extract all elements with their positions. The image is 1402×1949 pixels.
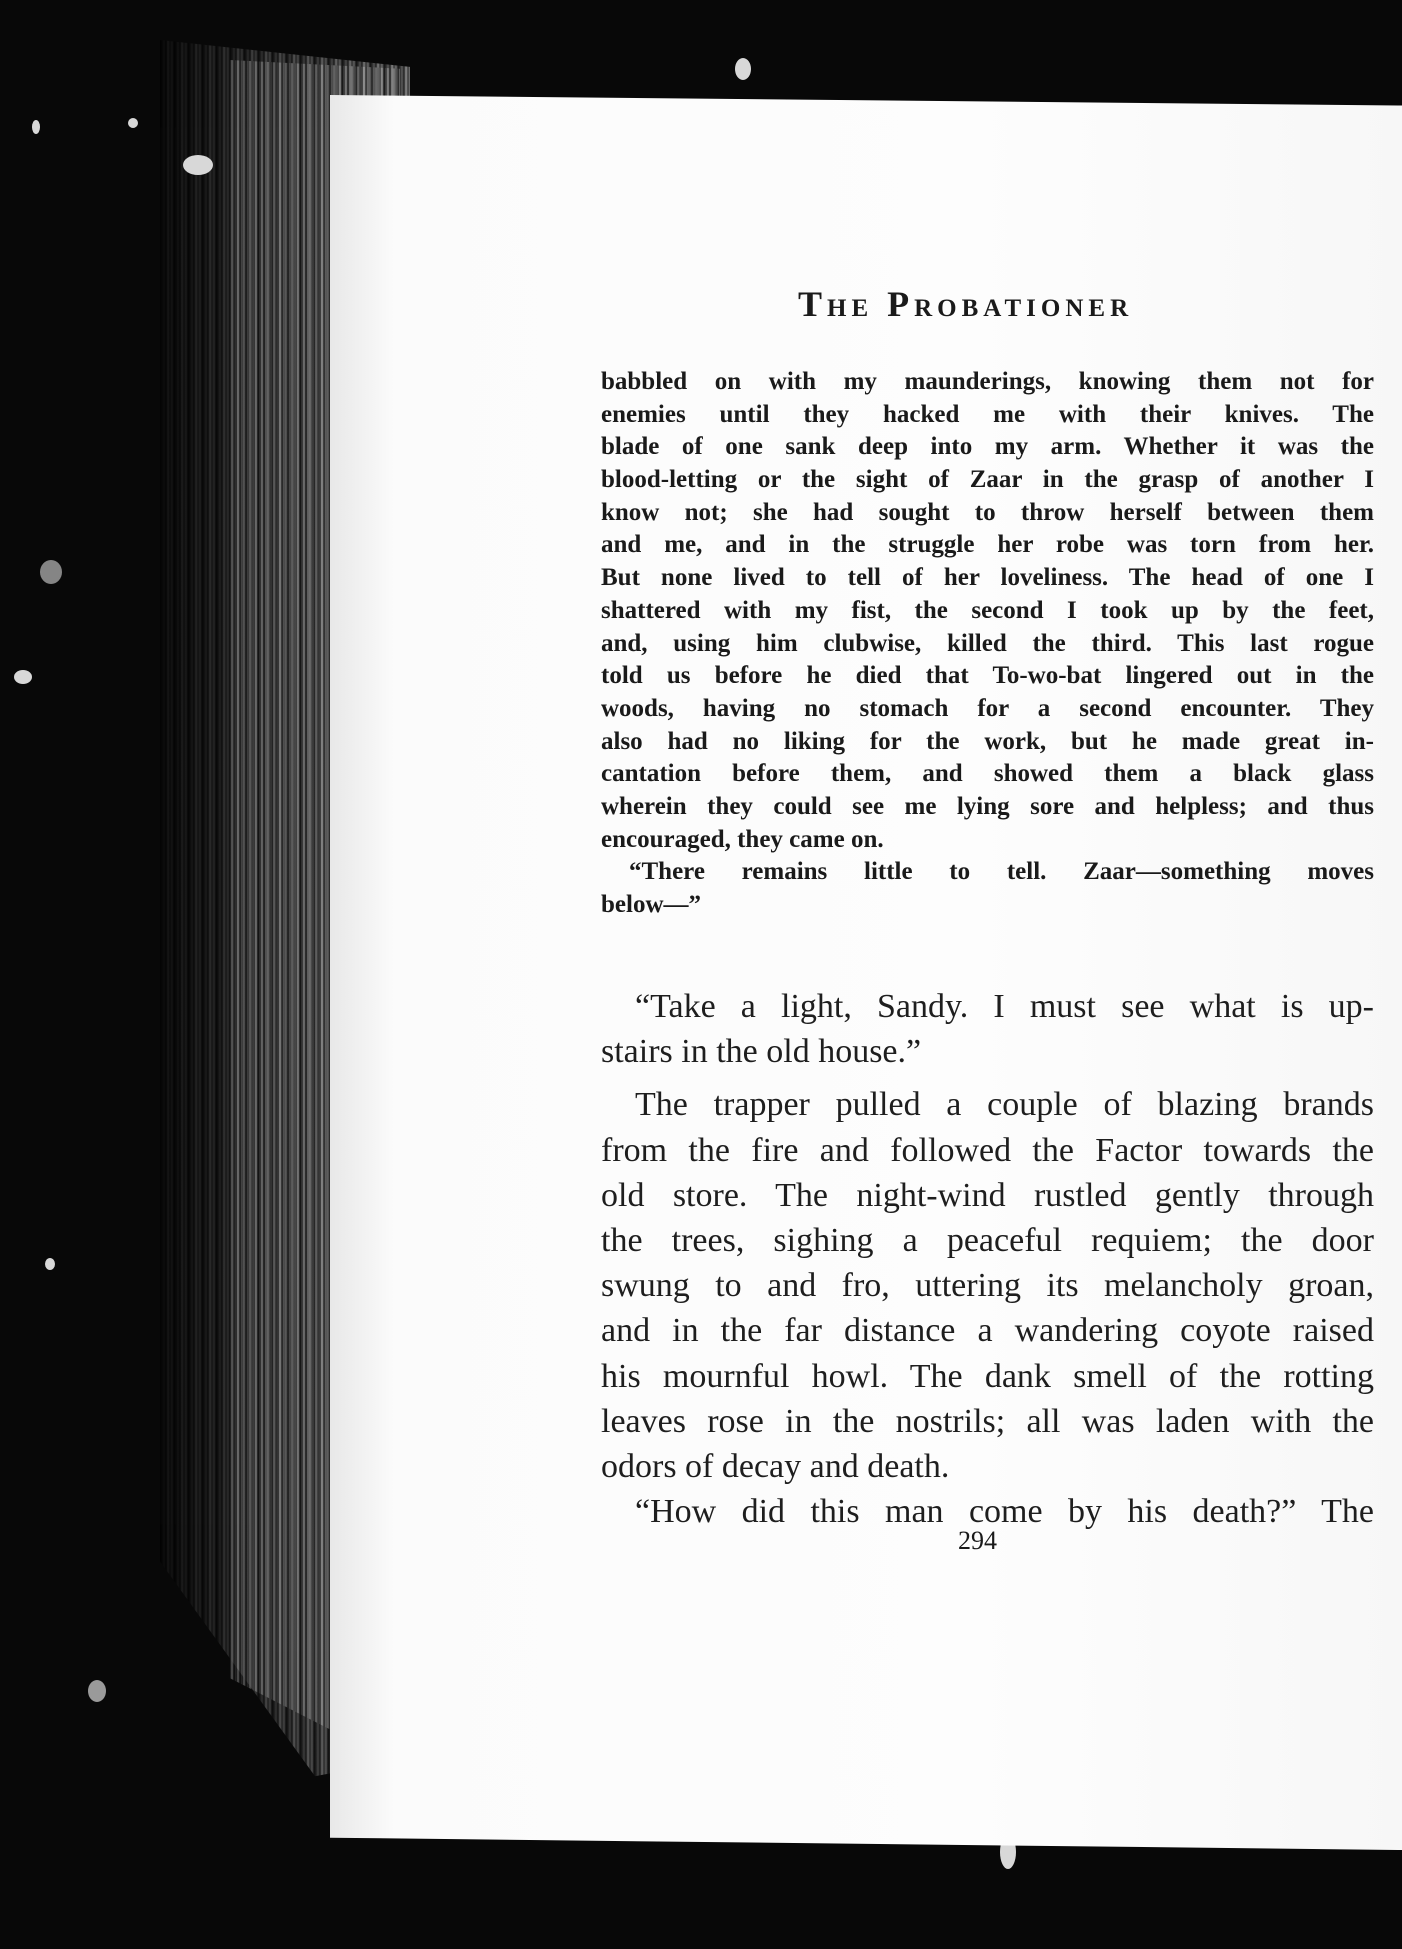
dust-speck — [32, 120, 40, 134]
dust-speck — [183, 155, 213, 175]
body-text — [601, 984, 1374, 1534]
body-line: and in the far distance a wandering coyote raised — [601, 1312, 1374, 1350]
body-line: The trapper pulled a couple of blazing brands — [635, 1086, 1374, 1124]
book-page — [330, 95, 1402, 1850]
extract-line: also had no liking for the work, but he made great in- — [601, 727, 1374, 755]
page-number: 294 — [958, 1526, 997, 1555]
extract-line: “There remains little to tell. Zaar—something moves — [629, 858, 1374, 886]
body-line: the trees, sighing a peaceful requiem; the door — [601, 1221, 1374, 1259]
dust-speck — [735, 58, 751, 80]
dust-speck — [40, 560, 62, 584]
extract-line: blood-letting or the sight of Zaar in the grasp of another I — [601, 466, 1374, 494]
dust-speck — [88, 1680, 106, 1702]
extract-line: babbled on with my maunderings, knowing them not for — [601, 368, 1374, 395]
extract-line: below—” — [601, 891, 701, 918]
body-line: stairs in the old house.” — [601, 1033, 922, 1071]
dust-speck — [128, 118, 138, 128]
extract-line: and me, and in the struggle her robe was torn from her. — [601, 531, 1374, 559]
body-line: old store. The night-wind rustled gently through — [601, 1176, 1374, 1214]
extract-line: blade of one sank deep into my arm. Whether it was the — [601, 433, 1374, 461]
extract-line: encouraged, they came on. — [601, 825, 884, 853]
body-line: “Take a light, Sandy. I must see what is up- — [635, 988, 1374, 1025]
running-head: The Probationer — [798, 284, 1134, 324]
extract-line: cantation before them, and showed them a black glass — [601, 760, 1374, 788]
extract-line: enemies until they hacked me with their knives. The — [601, 400, 1374, 428]
extract-line: know not; she had sought to throw herself between them — [601, 498, 1374, 526]
body-line: his mournful howl. The dank smell of the rotting — [601, 1357, 1374, 1395]
dust-speck — [14, 670, 32, 684]
paragraph-gap — [601, 1074, 1374, 1082]
extract-line: woods, having no stomach for a second encounter. They — [601, 694, 1374, 722]
extract-block — [601, 366, 1374, 922]
extract-line: shattered with my fist, the second I took up by the feet, — [601, 596, 1374, 624]
body-line: “How did this man come by his death?” The — [635, 1493, 1374, 1531]
extract-line: told us before he died that To-wo-bat lingered out in the — [601, 662, 1374, 690]
body-line: swung to and fro, uttering its melancholy groan, — [601, 1267, 1374, 1305]
body-line: from the fire and followed the Factor towards the — [601, 1131, 1374, 1169]
extract-line: and, using him clubwise, killed the third. This last rogue — [601, 629, 1374, 657]
extract-line: wherein they could see me lying sore and helpless; and thus — [601, 792, 1374, 820]
body-line: leaves rose in the nostrils; all was laden with the — [601, 1402, 1374, 1440]
dust-speck — [45, 1258, 55, 1270]
body-line: odors of decay and death. — [601, 1447, 950, 1485]
extract-line: But none lived to tell of her loveliness. The head of one I — [601, 564, 1374, 592]
